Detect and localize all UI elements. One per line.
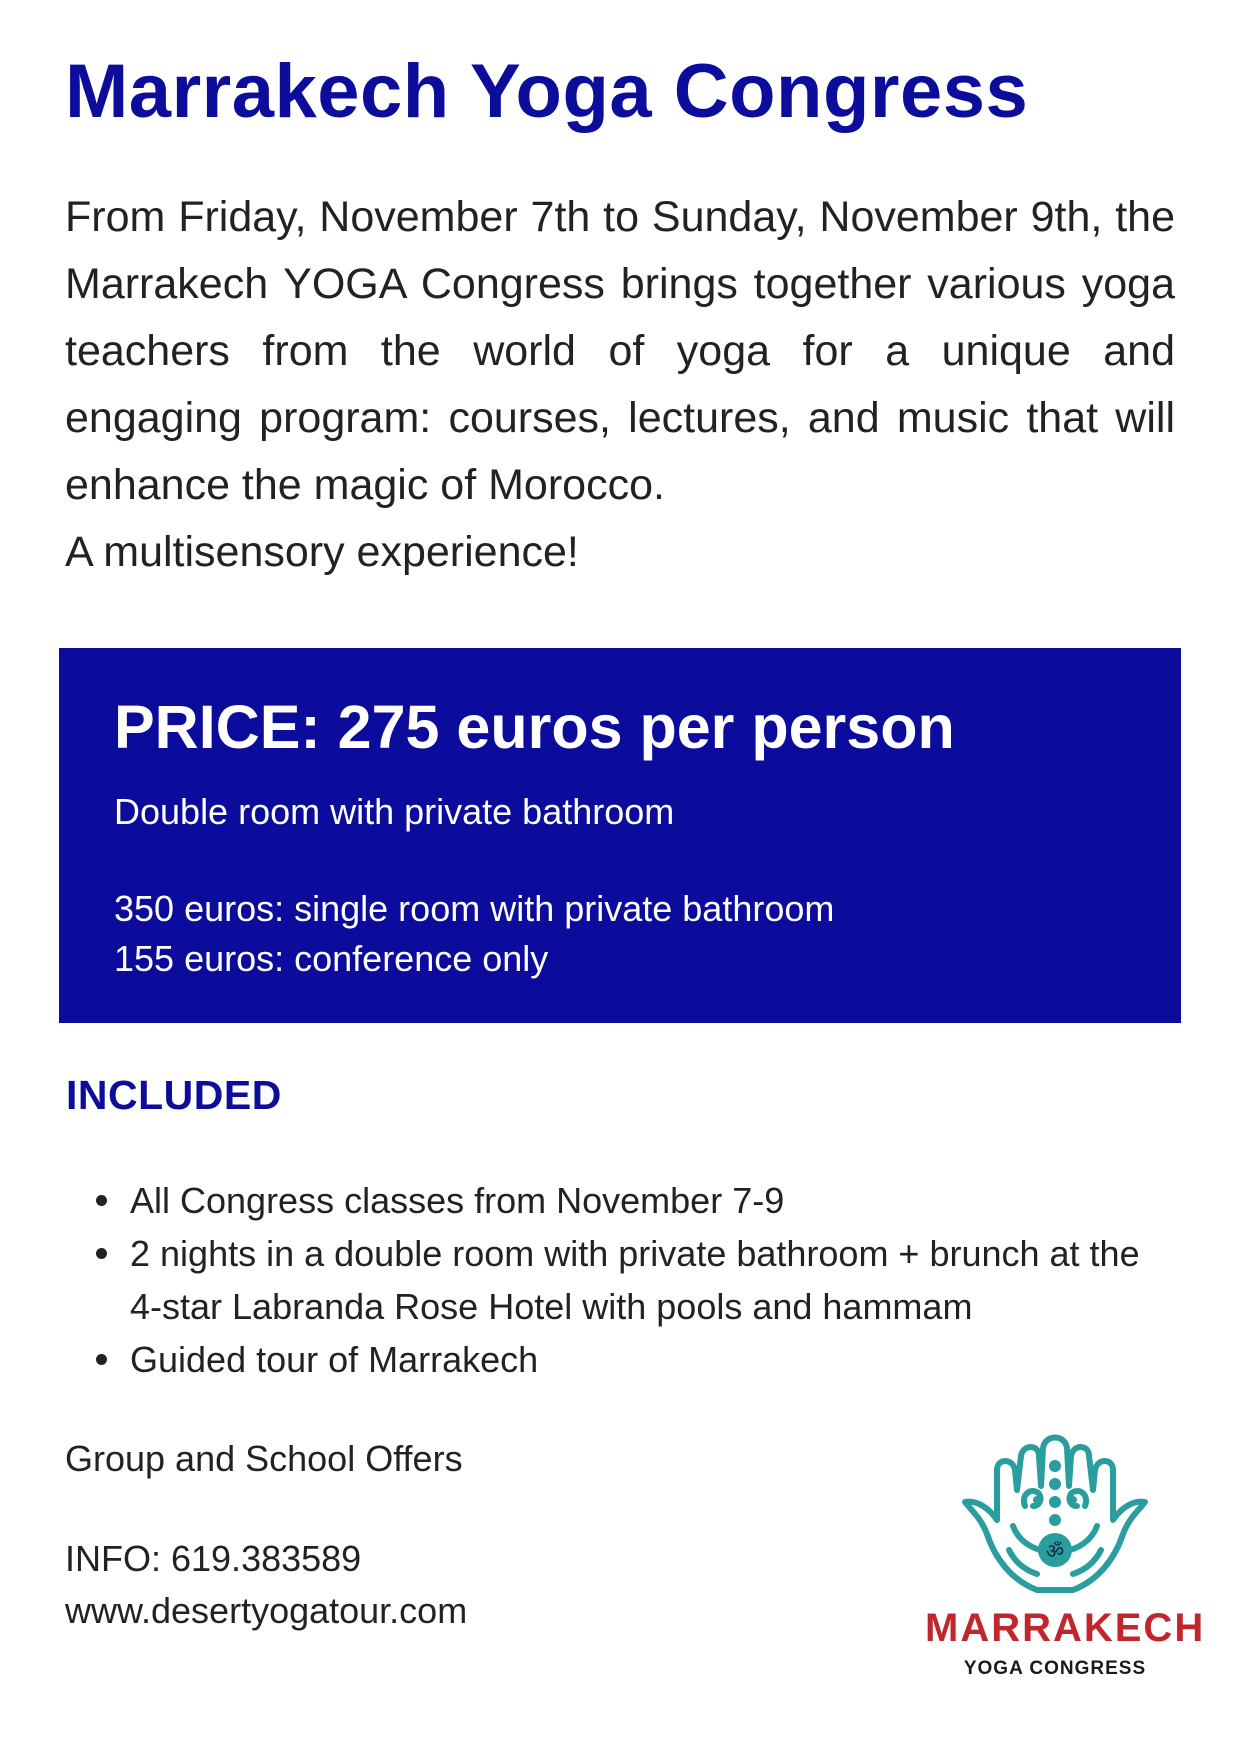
intro-tagline: A multisensory experience! [65,528,579,576]
bullet-icon [96,1195,107,1206]
included-heading: INCLUDED [66,1072,282,1118]
group-offers-text: Group and School Offers [65,1438,463,1479]
price-option-single: 350 euros: single room with private bathroom [114,888,835,929]
website-link[interactable]: www.desertyogatour.com [65,1590,468,1631]
list-item-text: 2 nights in a double room with private bathroom + brunch at the 4-star Labranda Rose Hotel with pools and hammam [130,1233,1140,1327]
list-item [130,1333,1180,1386]
page-title: Marrakech Yoga Congress [65,49,1029,134]
included-list [130,1174,1180,1386]
list-item-text: All Congress classes from November 7-9 [130,1180,785,1221]
price-headline: PRICE: 275 euros per person [114,693,955,761]
price-option-conference: 155 euros: conference only [114,938,549,979]
list-item [130,1174,1180,1227]
intro-paragraph [65,184,1175,586]
info-phone: INFO: 619.383589 [65,1538,362,1579]
bullet-icon [96,1354,107,1365]
bullet-icon [96,1248,107,1259]
list-item-text: Guided tour of Marrakech [130,1339,539,1380]
price-box [59,648,1181,1023]
intro-body: From Friday, November 7th to Sunday, November 9th, the Marrakech YOGA Congress brings together various yoga teachers from the world of yoga for a unique and engaging program: courses, lectures, and music that will enhance the magic of Morocco. [65,193,1175,509]
logo-subtitle: YOGA CONGRESS [963,1658,1147,1679]
logo-wordmark: MARRAKECH [925,1606,1206,1650]
congress-logo [925,1430,1206,1690]
list-item [130,1227,1180,1333]
svg-text:ॐ: ॐ [1045,1539,1065,1563]
hamsa-om-icon [925,1430,1185,1602]
price-headline-note: Double room with private bathroom [114,791,675,832]
